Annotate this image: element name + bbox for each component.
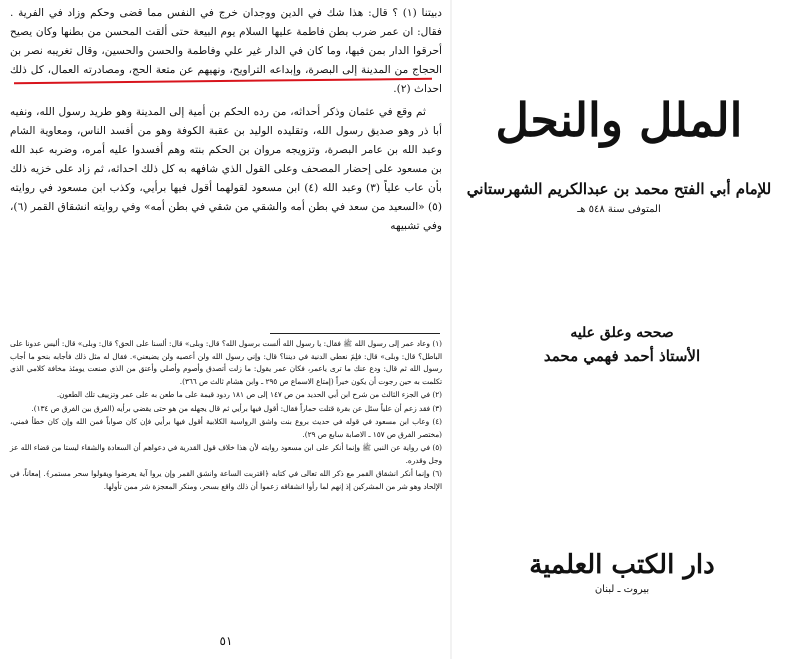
author-name: للإمام أبي الفتح محمد بن عبدالكريم الشهرستاني [466, 180, 772, 198]
title-block [462, 90, 776, 215]
footnotes [10, 338, 442, 494]
publisher-place: بيروت ـ لبنان [594, 584, 650, 595]
footnote: (٣) فقد زعم أن علياً سئل عن بقرة قتلت حماراً فقال: أقول فيها برأيي ثم قال يجهله من هو حتى يقضي برأيه (الفرق بين الفرق ص ١٣٤). [31, 403, 442, 413]
editor-name: الأستاذ أحمد فهمي محمد [543, 347, 701, 365]
footnote-divider [270, 333, 440, 334]
body-paragraph: ثم وقع في عثمان وذكر أحداثه، من رده الحكم بن أمية إلى المدينة وهو طريد رسول الله، ونفيه أبا ذر وهو صديق رسول الله، وتقليده الوليد بن عقبة الكوفة وهو من أفسد الناس، ومعاوية الشام وعبد الله بن عامر البصرة، وتزويجه مروان بن الحكم بنته وهم أفسدوا عليه أمره، وضربه عبد الله بن مسعود على إحضار المصحف وعلى القول الذي شافهه به كل ذلك احداثه، ثم زاد على خزيه ذلك بأن عاب علياً (٣) وعبد الله (٤) ابن مسعود لقولهما أقول فيها برأيي، وكذب ابن مسعود في روايته (٥) «السعيد من سعد في بطن أمه والشقي من شقي في بطن أمه» وفي روايته انشقاق القمر (٦)، وفي تشبيهه [10, 106, 443, 232]
page-number: ٥١ [219, 634, 233, 648]
footnote: (٢) في الجزء الثالث من شرح ابن أبي الحديد من ص ١٤٧ إلى ص ١٨١ ردود قيمة على ما طعن به على عمر وتزييف تلك الطعون. [56, 390, 442, 399]
body-paragraph: دبيتنا (١) ؟ قال: هذا شك في الدين ووجدان خرج في النفس مما قضى وحكم وزاد في الفرية . فقال: ان عمر ضرب بطن فاطمة عليها السلام يوم البيعة حتى ألقت المحسن من بطنها وكان يصيح أحرقوا الدار بمن فيها، وما كان في الدار غير علي وفاطمة والحسن والحسين، وقال تغريبه نصر بن الحجاج من المدينة إلى البصرة، وإبداعه التراويح، ونهيهم عن متعة الحج، ومصادرته العمال، كل ذلك احداث (٢). [10, 7, 442, 95]
death-date: المتوفى سنة ٥٤٨ هـ [577, 204, 661, 215]
title-page [452, 0, 786, 659]
body-text [10, 4, 442, 236]
edited-by-label: صححه وعلق عليه [570, 325, 674, 341]
book-title: الملل والنحل [495, 93, 743, 147]
publisher-name: دار الكتب العلمية [529, 550, 715, 580]
publisher-block [472, 548, 772, 595]
footnote: (٤) وعاب ابن مسعود في قوله في حديث بروع بنت واشق الرواسية الكلابية أقول فيها برأيي فإن كان صواباً فمن الله وإن كان خطأ فمني، (مختصر الفرق ص ١٥٧ ـ الاصابة سابع ص ٢٩). [10, 417, 442, 439]
footnote: (١) وعاد عمر إلى رسول الله ﷺ فقال: يا رسول الله ألست برسول الله؟ قال: وبلى» قال: ألسنا على الحق؟ قال: وبلى» قال: أليس عدونا على الباطل؟ قال: وبلى» قال: فلِمَ نعطي الدنية في ديننا؟ قال: وإني رسول الله ولن أعصيه ولن يضيعني». فقال له مثل ذلك فأجابه بنحو ما أجاب رسول الله ثم قال: ودع عنك ما ترى ياعمر، فكان عمر يقول: ما زلت أتصدق وأصوم وأصلي وأعتق من الذي صنعت يومئذ مخافة كلامي الذي تكلمت به حين رجوت أن يكون خيراً (إمتاع الاسماع ص ٢٩٥ ـ وابن هشام ثالث ص ٣٦٦). [10, 339, 442, 386]
footnote: (٥) في رواية عن النبي ﷺ وإنما أنكر على ابن مسعود روايته لأن هذا خلاف قول القدرية في دعواهم أن السعادة والشقاء ليستا من قضاء الله عز وجل وقدره. [10, 443, 442, 465]
editor-block [472, 322, 772, 368]
footnote: (٦) وإنما أنكر انشقاق القمر مع ذكر الله تعالى في كتابه ﴿اقتربت الساعة وانشق القمر وإن يروا آية يعرضوا ويقولوا سحر مستمر﴾. إمعاناً، في الإلحاد وهو شر من المشركين إذ إنهم لما رأوا انشقاقه زعموا أن ذلك واقع بسحر، ومنكر المعجزة شر ممن تأولها. [10, 469, 442, 491]
